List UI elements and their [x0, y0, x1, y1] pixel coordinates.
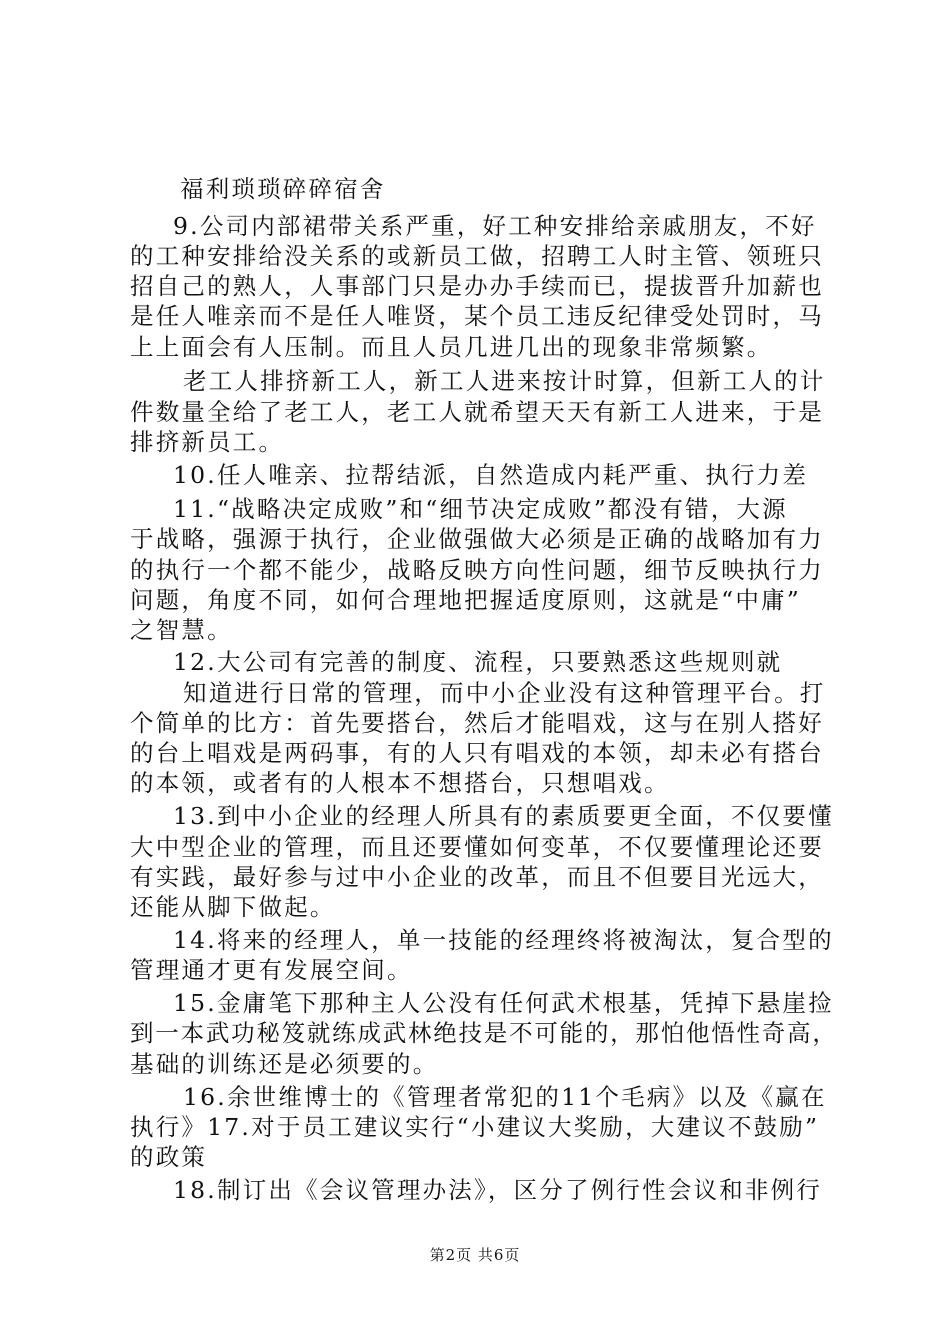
text-line: 15.金庸笔下那种主人公没有任何武术根基，凭掉下悬崖捡 — [173, 989, 834, 1017]
text-line: 排挤新员工。 — [130, 428, 285, 456]
text-line: 知道进行日常的管理，而中小企业没有这种管理平台。打 — [183, 679, 826, 707]
text-line: 于战略，强源于执行，企业做强做大必须是正确的战略加有力 — [130, 525, 824, 553]
text-line: 管理通才更有发展空间。 — [130, 956, 413, 984]
text-line: 大中型企业的管理，而且还要懂如何变革，不仅要懂理论还要 — [130, 833, 824, 861]
text-line: 老工人排挤新工人，新工人进来按计时算，但新工人的计 — [183, 367, 826, 395]
text-line: 个简单的比方：首先要搭台，然后才能唱戏，这与在别人搭好 — [130, 709, 824, 737]
text-line: 招自己的熟人，人事部门只是办办手续而已，提拔晋升加薪也 — [130, 272, 824, 300]
text-line: 基础的训练还是必须要的。 — [130, 1050, 439, 1078]
text-line: 10.任人唯亲、拉帮结派，自然造成内耗严重、执行力差 — [173, 461, 809, 489]
text-line: 的工种安排给没关系的或新员工做，招聘工人时主管、领班只 — [130, 242, 824, 270]
text-line: 13.到中小企业的经理人所具有的素质要更全面，不仅要懂 — [173, 802, 834, 830]
page-number-footer: 第2页 共6页 — [429, 1246, 521, 1264]
text-line: 件数量全给了老工人，老工人就希望天天有新工人进来，于是 — [130, 398, 824, 426]
text-line: 的台上唱戏是两码事，有的人只有唱戏的本领，却未必有搭台 — [130, 739, 824, 767]
text-line: 执行》17.对于员工建议实行“小建议大奖励，大建议不鼓励” — [130, 1113, 820, 1141]
text-line: 有实践，最好参与过中小企业的改革，而且不但要目光远大， — [130, 863, 824, 891]
text-line: 18.制订出《会议管理办法》，区分了例行性会议和非例行 — [173, 1176, 823, 1204]
text-line: 的执行一个都不能少，战略反映方向性问题，细节反映执行力 — [130, 556, 824, 584]
text-line: 还能从脚下做起。 — [130, 893, 336, 921]
text-line: 上上面会有人压制。而且人员几进几出的现象非常频繁。 — [130, 333, 773, 361]
text-line: 到一本武功秘笈就练成武林绝技是不可能的，那怕他悟性奇高， — [130, 1019, 838, 1047]
text-line: 12.大公司有完善的制度、流程，只要熟悉这些规则就 — [173, 648, 783, 676]
text-line: 9.公司内部裙带关系严重，好工种安排给亲戚朋友，不好 — [173, 212, 817, 240]
text-line: 11.“战略决定成败”和“细节决定成败”都没有错，大源 — [173, 495, 788, 523]
text-line: 问题，角度不同，如何合理地把握适度原则，这就是“中庸” — [130, 586, 801, 614]
text-line: 是任人唯亲而不是任人唯贤，某个员工违反纪律受处罚时，马 — [130, 302, 824, 330]
text-line: 的政策 — [130, 1143, 208, 1171]
text-line: 福利琐琐碎碎宿舍 — [180, 175, 386, 203]
text-line: 14.将来的经理人，单一技能的经理终将被淘汰，复合型的 — [173, 926, 834, 954]
text-line: 16.余世维博士的《管理者常犯的11个毛病》以及《赢在 — [183, 1083, 827, 1111]
text-line: 的本领，或者有的人根本不想搭台，只想唱戏。 — [130, 769, 670, 797]
text-line: 之智慧。 — [130, 616, 233, 644]
